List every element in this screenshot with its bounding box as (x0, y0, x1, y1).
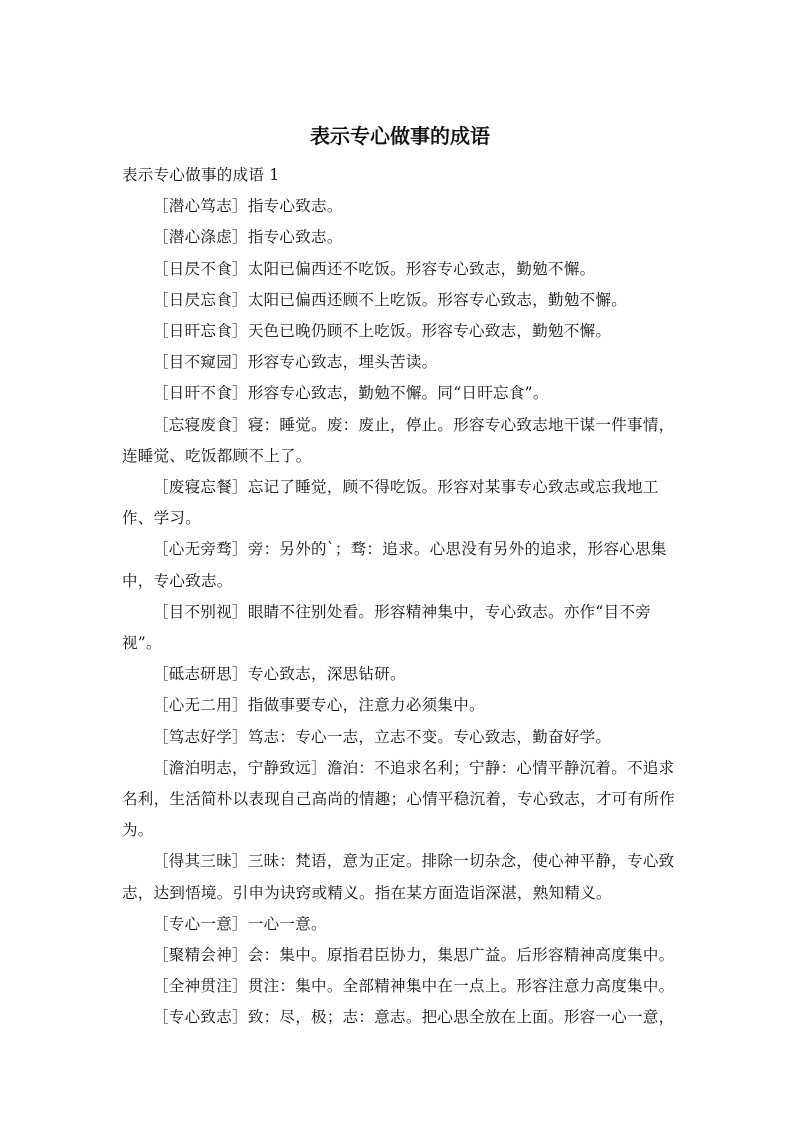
idiom-definition: 指专心致志。 (247, 197, 343, 216)
idiom-definition: 会：集中。原指君臣协力，集思广益。后形容精神高度集中。 (247, 946, 675, 965)
idiom-definition: 形容专心致志，勤勉不懈。同“日旰忘食”。 (247, 384, 549, 403)
idiom-definition: 太阳已偏西还不吃饭。形容专心致志，勤勉不懈。 (247, 259, 596, 278)
idiom-term: ［得其三昧］ (153, 852, 248, 871)
idiom-list (122, 191, 682, 1033)
idiom-term: ［心无旁骛］ (153, 540, 248, 559)
idiom-entry (122, 254, 682, 285)
idiom-entry (122, 410, 682, 472)
idiom-entry (122, 316, 682, 347)
idiom-term: ［潜心笃志］ (153, 197, 248, 216)
section-heading: 表示专心做事的成语 1 (122, 166, 280, 184)
idiom-entry (122, 285, 682, 316)
idiom-entry (122, 191, 682, 222)
document-title: 表示专心做事的成语 (310, 124, 490, 148)
idiom-definition: 一心一意。 (247, 914, 327, 933)
idiom-term: ［潜心涤虑］ (153, 228, 248, 247)
idiom-definition: 指做事要专心，注意力必须集中。 (247, 696, 485, 715)
idiom-term: ［日昃忘食］ (153, 290, 248, 309)
idiom-entry (122, 753, 682, 847)
idiom-entry (122, 472, 682, 534)
idiom-definition: 澹泊：不追求名利；宁静：心情平静沉着。不追求名利，生活简朴以表现自己高尚的情趣；心情平稳沉着，专心致志，才可有所作为。 (122, 758, 676, 840)
idiom-term: ［日旰不食］ (153, 384, 248, 403)
idiom-term: ［废寝忘餐］ (153, 478, 248, 497)
idiom-term: ［聚精会神］ (153, 946, 248, 965)
idiom-definition: 眼睛不往别处看。形容精神集中，专心致志。亦作“目不旁视”。 (122, 602, 652, 653)
idiom-definition: 太阳已偏西还顾不上吃饭。形容专心致志，勤勉不懈。 (247, 290, 628, 309)
idiom-definition: 寝：睡觉。废：废止，停止。形容专心致志地干谋一件事情，连睡觉、吃饭都顾不上了。 (122, 415, 675, 465)
idiom-definition: 笃志：专心一志，立志不变。专心致志，勤奋好学。 (247, 727, 612, 746)
idiom-term: ［澹泊明志，宁静致远］ (153, 758, 327, 777)
idiom-term: ［砥志研思］ (153, 665, 248, 684)
idiom-definition: 贯注：集中。全部精神集中在一点上。形容注意力高度集中。 (247, 977, 675, 996)
idiom-definition: 指专心致志。 (247, 228, 343, 247)
idiom-entry (122, 378, 682, 409)
idiom-definition: 旁：另外的`；骛：追求。心思没有另外的追求，形容心思集中，专心致志。 (122, 540, 667, 590)
idiom-entry (122, 909, 682, 940)
idiom-entry (122, 971, 682, 1002)
idiom-entry (122, 222, 682, 253)
idiom-term: ［专心致志］ (153, 1008, 248, 1027)
idiom-term: ［笃志好学］ (153, 727, 248, 746)
idiom-entry (122, 722, 682, 753)
idiom-term: ［全神贯注］ (153, 977, 248, 996)
idiom-definition: 致：尽，极；志：意志。把心思全放在上面。形容一心一意， (247, 1008, 675, 1027)
idiom-entry (122, 534, 682, 596)
idiom-term: ［目不窥园］ (153, 353, 248, 372)
document-body (122, 160, 682, 1034)
idiom-entry (122, 659, 682, 690)
idiom-entry (122, 1002, 682, 1033)
idiom-entry (122, 347, 682, 378)
idiom-term: ［忘寝废食］ (153, 415, 248, 434)
idiom-definition: 专心致志，深思钻研。 (247, 665, 406, 684)
idiom-definition: 天色已晚仍顾不上吃饭。形容专心致志，勤勉不懈。 (247, 322, 612, 341)
idiom-term: ［日昃不食］ (153, 259, 248, 278)
idiom-definition: 忘记了睡觉，顾不得吃饭。形容对某事专心致志或忘我地工作、学习。 (122, 478, 659, 528)
idiom-entry (122, 597, 682, 659)
idiom-definition: 形容专心致志，埋头苦读。 (247, 353, 438, 372)
idiom-entry (122, 846, 682, 908)
idiom-entry (122, 940, 682, 971)
idiom-entry (122, 690, 682, 721)
idiom-term: ［专心一意］ (153, 914, 248, 933)
idiom-term: ［日旰忘食］ (153, 322, 248, 341)
idiom-term: ［心无二用］ (153, 696, 248, 715)
idiom-definition: 三昧：梵语，意为正定。排除一切杂念，使心神平静，专心致志，达到悟境。引申为诀窍或精义。指在某方面造诣深湛，熟知精义。 (122, 852, 675, 902)
idiom-term: ［目不别视］ (153, 602, 248, 621)
